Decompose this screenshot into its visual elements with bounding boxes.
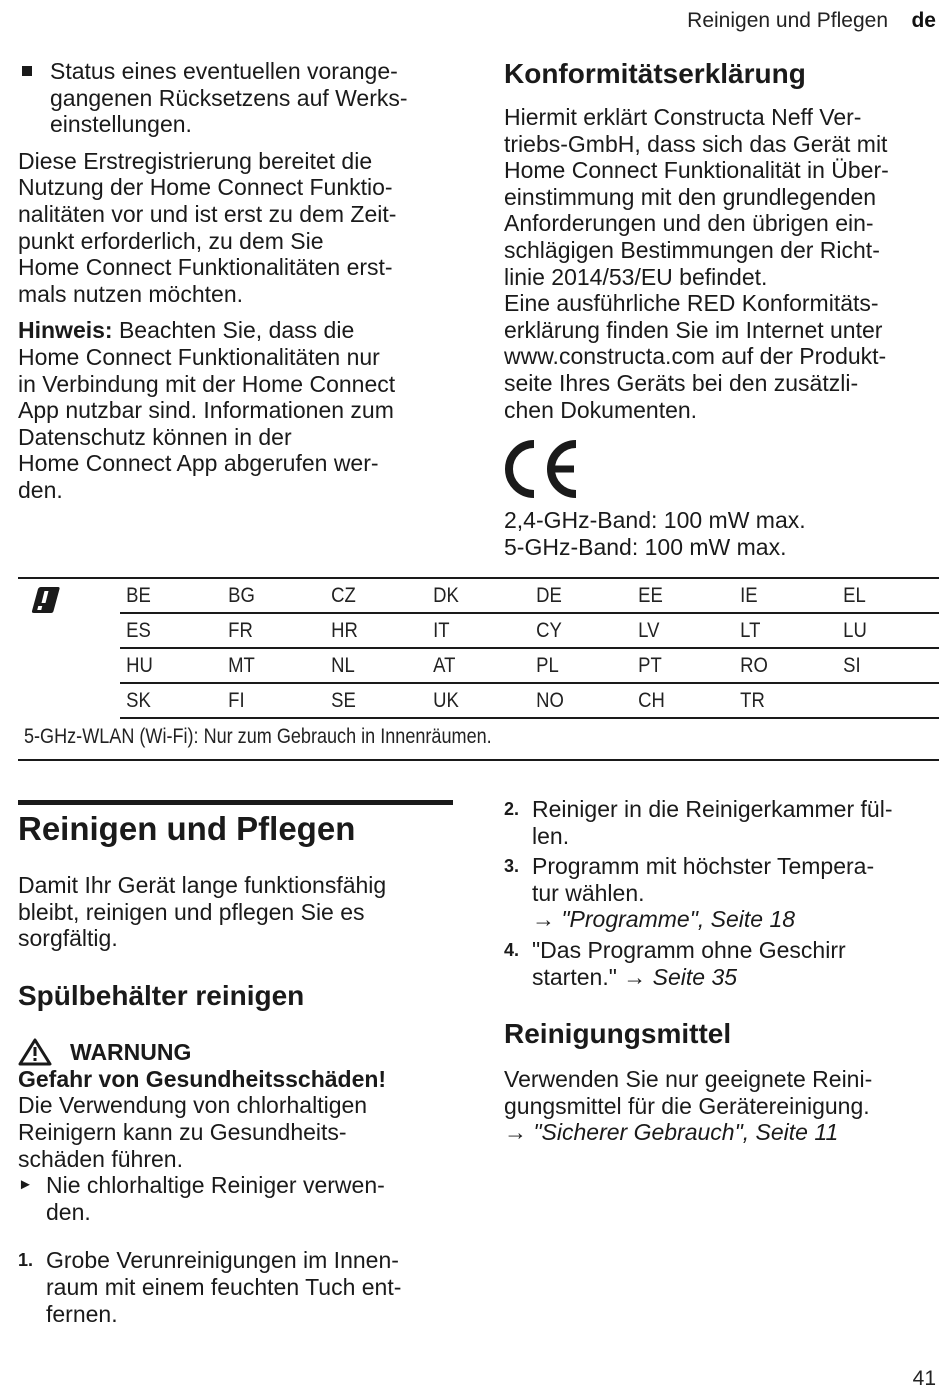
country-code: CZ: [330, 583, 356, 607]
table-row: [120, 684, 939, 719]
step-text: Reiniger in die Reinigerkammer fül- len.: [532, 796, 893, 849]
conformity-text: Hiermit erklärt Constructa Neff Ver- triebs-GmbH, dass sich das Gerät mit Home Connect Funktionalität in Über- einstimmung mit den grundlegenden Anforderungen und den übrigen ein- schlägigen Bestimmungen der Richt- linie 2014/53/EU befindet. Eine ausführliche RED Konformitäts- erklärung finden Sie im Internet unter www.constructa.com auf der Produkt- seite Ihres Geräts bei den zusätzli- chen Dokumenten.: [504, 104, 889, 423]
country-code: HU: [126, 653, 153, 677]
country-code: LT: [740, 618, 761, 642]
cross-reference-link[interactable]: → "Sicherer Gebrauch", Seite 11: [504, 1119, 839, 1146]
warning-text: Die Verwendung von chlorhaltigen Reinigern kann zu Gesundheits- schäden führen.: [18, 1092, 368, 1172]
step-number: 3.: [504, 856, 520, 877]
warning-title-row: [18, 1038, 458, 1066]
running-header-title: Reinigen und Pflegen: [687, 9, 888, 32]
warning-box: [18, 1038, 458, 1226]
step-number: 1.: [18, 1250, 34, 1271]
step-text: Programm mit höchster Tempera- tur wählen.: [532, 853, 875, 906]
cross-reference-link[interactable]: → Seite 35: [623, 963, 738, 990]
country-code: HR: [330, 618, 358, 642]
country-code: SI: [842, 653, 861, 677]
country-code-grid: [120, 579, 939, 719]
section-rule: [18, 800, 453, 805]
step-text: Grobe Verunreinigungen im Innen- raum mit einem feuchten Tuch ent- fernen.: [46, 1247, 402, 1327]
country-code: TR: [740, 688, 766, 712]
band-info: [504, 507, 944, 560]
square-bullet-icon: [22, 66, 32, 76]
country-code: FR: [228, 618, 254, 642]
subsection-heading-container: Spülbehälter reinigen: [18, 979, 305, 1011]
step-2: [504, 796, 944, 849]
note-icon: [28, 585, 62, 620]
country-code: EL: [842, 583, 866, 607]
action-triangle-icon: ►: [18, 1176, 33, 1194]
country-code: SK: [126, 688, 151, 712]
table-bottom-rule: [18, 759, 939, 761]
country-code: RO: [740, 653, 769, 677]
wifi-note: 5-GHz-WLAN (Wi-Fi): Nur zum Gebrauch in Innenräumen.: [24, 725, 492, 748]
left-column-top: [18, 58, 458, 504]
hint-label: Hinweis:: [18, 317, 113, 344]
band-5ghz: 5-GHz-Band: 100 mW max.: [504, 533, 787, 560]
cleaning-section: [18, 810, 458, 1327]
step-text: [532, 937, 944, 990]
ce-mark: [504, 440, 582, 503]
step-text-main: "Das Programm ohne Geschirr starten.": [532, 936, 846, 990]
country-code: NO: [535, 688, 564, 712]
cleaning-intro: Damit Ihr Gerät lange funktionsfähig bleibt, reinigen und pflegen Sie es sorgfältig.: [18, 872, 387, 952]
country-code: NL: [330, 653, 355, 677]
band-2-4ghz: 2,4-GHz-Band: 100 mW max.: [504, 507, 806, 533]
hint-text: Beachten Sie, dass die Home Connect Funktionalitäten nur in Verbindung mit der Home Connect App nutzbar sind. Informationen zum Datenschutz können in der Home Connect App abgerufen wer- den.: [18, 317, 396, 503]
conformity-section: [504, 58, 944, 423]
country-code: DK: [433, 583, 459, 607]
step-number: 2.: [504, 799, 520, 819]
country-code: CY: [535, 618, 562, 642]
step-number: 4.: [504, 939, 520, 960]
page-number: 41: [912, 1367, 936, 1390]
country-code: IT: [433, 618, 450, 642]
language-tag: de: [911, 9, 936, 32]
ce-logo-icon: [504, 440, 582, 498]
cleaning-heading: Reinigen und Pflegen: [18, 810, 356, 847]
country-code: DE: [535, 583, 562, 607]
country-code: CH: [638, 688, 665, 712]
warning-action-text: Nie chlorhaltige Reiniger verwen- den.: [46, 1172, 385, 1225]
country-code: LU: [842, 618, 867, 642]
cross-reference-link[interactable]: → "Programme", Seite 18: [532, 906, 796, 933]
bullet-item: [18, 58, 458, 138]
warning-hazard: Gefahr von Gesundheitsschäden!: [18, 1065, 387, 1092]
country-code: PL: [535, 653, 559, 677]
country-code: FI: [228, 688, 245, 712]
country-code: PT: [638, 653, 662, 677]
country-code: LV: [638, 618, 660, 642]
step-1: [18, 1247, 458, 1327]
subsection-heading-detergent: Reinigungsmittel: [504, 1018, 732, 1050]
country-code: UK: [433, 688, 459, 712]
table-row: [120, 614, 939, 649]
step-3: [504, 853, 944, 933]
warning-action: [18, 1172, 458, 1225]
warning-triangle-icon: [18, 1038, 52, 1066]
country-code: EE: [638, 583, 663, 607]
country-code: BG: [228, 583, 256, 607]
conformity-heading: Konformitätserklärung: [504, 58, 806, 89]
bullet-text: Status eines eventuellen vorange- gangenen Rücksetzens auf Werks- einstellungen.: [50, 58, 408, 138]
country-code: SE: [330, 688, 356, 712]
detergent-text: Verwenden Sie nur geeignete Reini- gungsmittel für die Gerätereinigung.: [504, 1066, 873, 1119]
country-code: BE: [126, 583, 151, 607]
country-code: IE: [740, 583, 758, 607]
warning-label: WARNUNG: [70, 1038, 192, 1065]
table-row: [120, 579, 939, 614]
table-row: [120, 649, 939, 684]
country-code: AT: [433, 653, 456, 677]
registration-paragraph: Diese Erstregistrierung bereitet die Nutzung der Home Connect Funktio- nalitäten vor und ist erst zu dem Zeit- punkt erforderlich, zu dem Sie Home Connect Funktionalitäten erst- mals nutzen möchten.: [18, 147, 397, 307]
hint-paragraph: [18, 317, 458, 503]
country-code: MT: [228, 653, 256, 677]
step-4: [504, 937, 944, 990]
cleaning-steps-continued: [504, 796, 944, 1146]
country-code: ES: [126, 618, 151, 642]
